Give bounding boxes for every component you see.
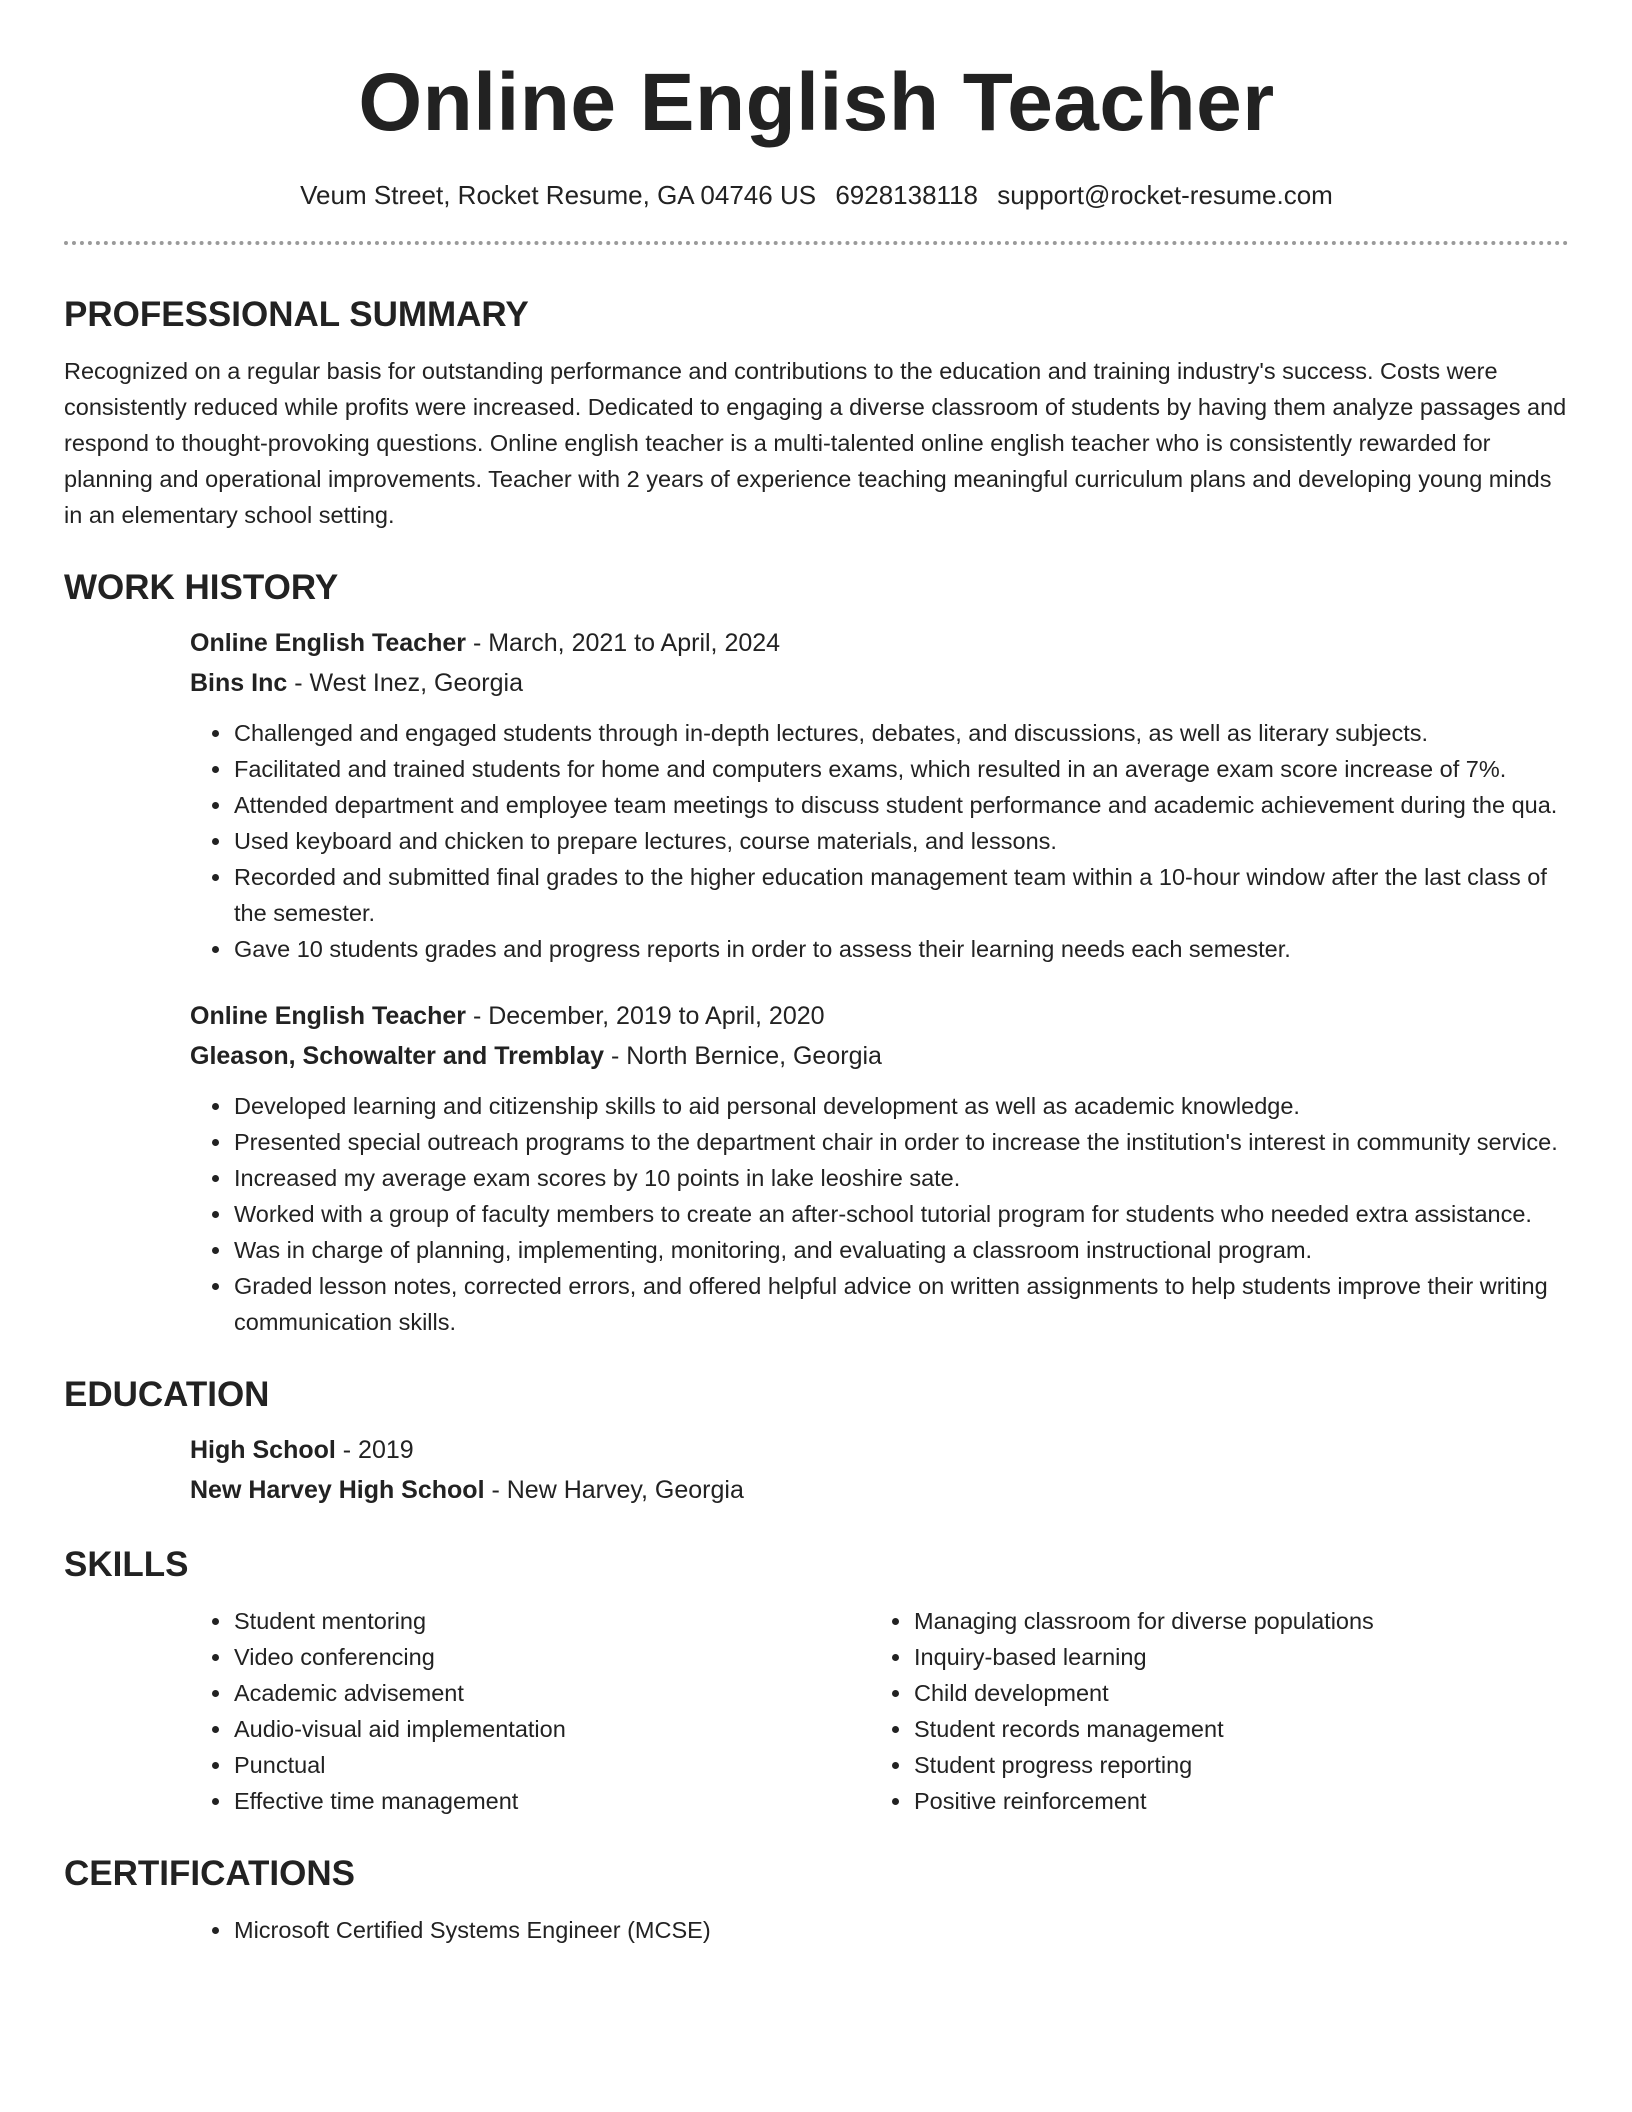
skill-item: • Student mentoring <box>233 1603 870 1639</box>
skill-item: • Academic advisement <box>233 1675 870 1711</box>
education-degree: High School <box>190 1436 336 1464</box>
skill-item: • Managing classroom for diverse populations <box>913 1603 1550 1639</box>
certification-item: • Microsoft Certified Systems Engineer (MCSE) <box>233 1912 1569 1948</box>
job-entry <box>190 996 1569 1340</box>
header-divider <box>64 241 1569 245</box>
education-location: - New Harvey, Georgia <box>484 1476 744 1504</box>
list-item: • Challenged and engaged students through in-depth lectures, debates, and discussions, as well as literary subjects. <box>233 715 1569 751</box>
job-company: Gleason, Schowalter and Tremblay <box>190 1042 605 1070</box>
skill-item: • Video conferencing <box>233 1639 870 1675</box>
skills-column-left <box>190 1603 870 1819</box>
job-dates: - March, 2021 to April, 2024 <box>466 629 781 657</box>
resume-page <box>64 0 1569 1948</box>
summary-heading: PROFESSIONAL SUMMARY <box>64 295 529 334</box>
skill-item: • Student progress reporting <box>913 1747 1550 1783</box>
contact-line <box>64 180 1569 211</box>
job-title-line <box>190 996 1569 1036</box>
skill-item: • Audio-visual aid implementation <box>233 1711 870 1747</box>
job-bullets <box>190 715 1569 967</box>
job-company-line <box>190 663 1569 703</box>
skill-item: • Inquiry-based learning <box>913 1639 1550 1675</box>
skills-list <box>190 1603 870 1819</box>
certifications-heading: CERTIFICATIONS <box>64 1854 356 1893</box>
certifications-entry <box>190 1912 1569 1948</box>
job-bullets <box>190 1088 1569 1340</box>
list-item: • Increased my average exam scores by 10 points in lake leoshire sate. <box>233 1160 1569 1196</box>
education-entry <box>190 1430 1569 1510</box>
summary-text: Recognized on a regular basis for outstanding performance and contributions to the education and training industry's success. Costs were consistently reduced while profits were increased. Dedicated to engaging a diverse classroom of students by having them analyze passages and respond to thought-provoking questions. Online english teacher is a multi-talented online english teacher who is consistently rewarded for planning and operational improvements. Teacher with 2 years of experience teaching meaningful curriculum plans and developing young minds in an elementary school setting. <box>64 358 1567 528</box>
education-school: New Harvey High School <box>190 1476 485 1504</box>
job-dates: - December, 2019 to April, 2020 <box>466 1002 825 1030</box>
list-item: • Developed learning and citizenship skills to aid personal development as well as academic knowledge. <box>233 1088 1569 1124</box>
job-company: Bins Inc <box>190 669 288 697</box>
work-heading: WORK HISTORY <box>64 568 339 607</box>
skill-item: • Punctual <box>233 1747 870 1783</box>
certifications-list <box>190 1912 1569 1948</box>
education-heading: EDUCATION <box>64 1375 270 1414</box>
education-degree-line <box>190 1430 1569 1470</box>
education-school-line <box>190 1470 1569 1510</box>
skills-list <box>870 1603 1550 1819</box>
list-item: • Was in charge of planning, implementing, monitoring, and evaluating a classroom instructional program. <box>233 1232 1569 1268</box>
list-item: • Graded lesson notes, corrected errors, and offered helpful advice on written assignments to help students improve their writing communication skills. <box>233 1268 1569 1340</box>
job-title: Online English Teacher <box>190 1002 466 1030</box>
contact-address: Veum Street, Rocket Resume, GA 04746 US <box>300 180 817 210</box>
list-item: • Attended department and employee team meetings to discuss student performance and academic achievement during the qua. <box>233 787 1569 823</box>
education-year: - 2019 <box>335 1436 414 1464</box>
job-location: - North Bernice, Georgia <box>604 1042 882 1070</box>
list-item: • Presented special outreach programs to the department chair in order to increase the institution's interest in community service. <box>233 1124 1569 1160</box>
skill-item: • Student records management <box>913 1711 1550 1747</box>
job-entry <box>190 623 1569 967</box>
list-item: • Facilitated and trained students for home and computers exams, which resulted in an average exam score increase of 7%. <box>233 751 1569 787</box>
job-title: Online English Teacher <box>190 629 466 657</box>
job-location: - West Inez, Georgia <box>287 669 523 697</box>
list-item: • Gave 10 students grades and progress reports in order to assess their learning needs each semester. <box>233 931 1569 967</box>
contact-email: support@rocket-resume.com <box>997 180 1333 210</box>
list-item: • Used keyboard and chicken to prepare lectures, course materials, and lessons. <box>233 823 1569 859</box>
skills-grid <box>190 1603 1569 1819</box>
job-title-line <box>190 623 1569 663</box>
skill-item: • Positive reinforcement <box>913 1783 1550 1819</box>
skill-item: • Effective time management <box>233 1783 870 1819</box>
job-company-line <box>190 1036 1569 1076</box>
skill-item: • Child development <box>913 1675 1550 1711</box>
skills-heading: SKILLS <box>64 1545 189 1584</box>
resume-title: Online English Teacher <box>358 57 1275 148</box>
skills-column-right <box>870 1603 1550 1819</box>
list-item: • Worked with a group of faculty members to create an after-school tutorial program for students who needed extra assistance. <box>233 1196 1569 1232</box>
contact-phone: 6928138118 <box>835 180 978 210</box>
list-item: • Recorded and submitted final grades to the higher education management team within a 10-hour window after the last class of the semester. <box>233 859 1569 931</box>
